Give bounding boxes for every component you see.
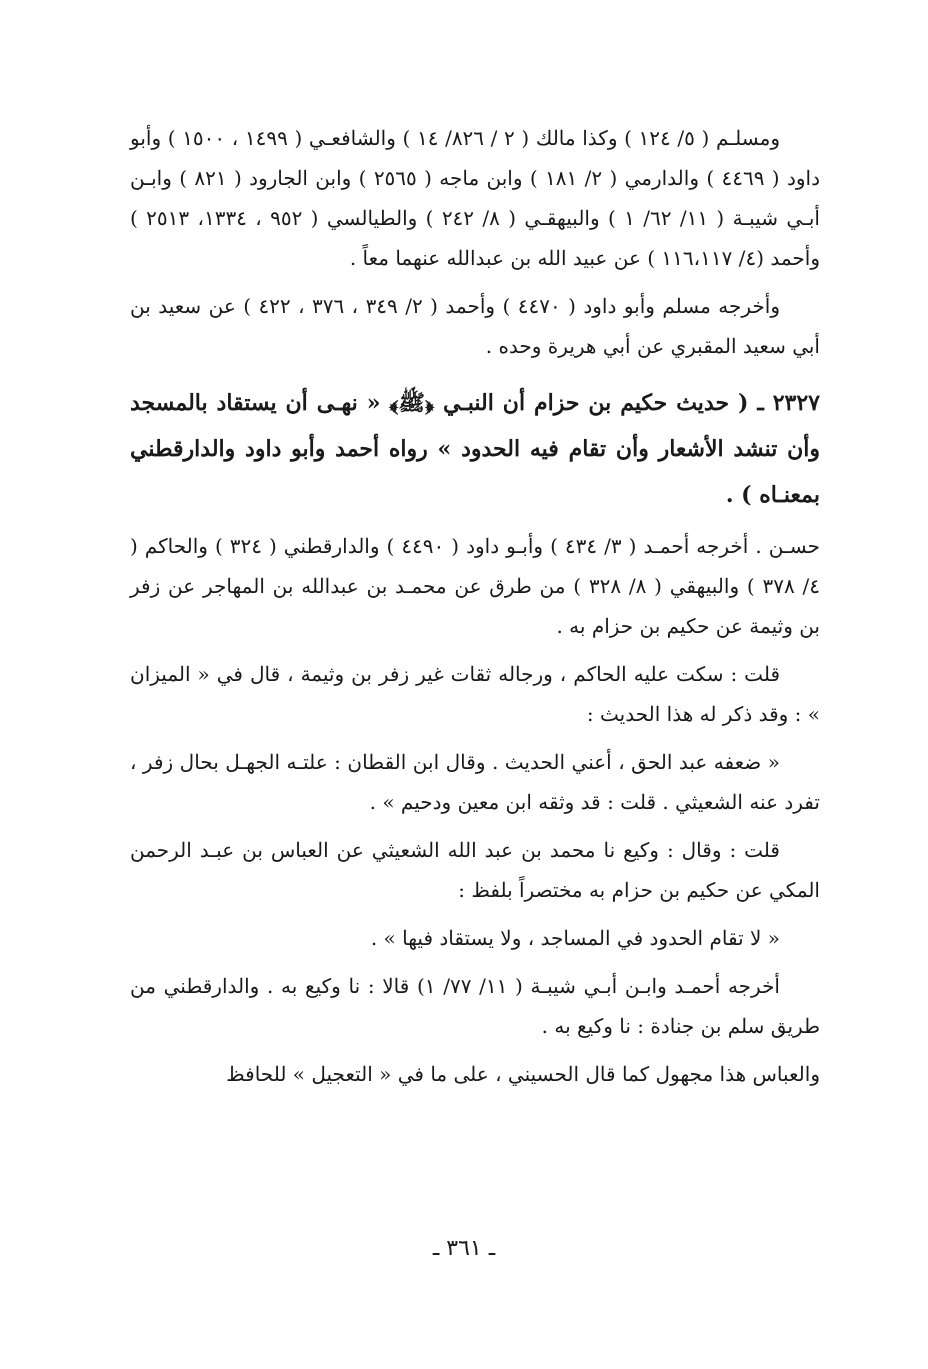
paragraph-3: حسـن . أخرجه أحمـد ( ٣/ ٤٣٤ ) وأبـو داود ( ٤٤٩٠ ) والدارقطني ( ٣٢٤ ) والحاكم ( ٤/ ٣٧٨ ) والبيهقي ( ٨/ ٣٢٨ ) من طرق عن محمـد بن عبدالله بن المهاجر عن زفر بن وثيمة عن حكيم بن حزام به . xyxy=(130,534,820,638)
paragraph-5: قلت : وقال : وكيع نا محمد بن عبد الله الشعيثي عن العباس بن عبـد الرحمن المكي عن حكيم بن حزام به مختصراً بلفظ : xyxy=(130,838,820,902)
paragraph-6: أخرجه أحمـد وابـن أبـي شيبـة ( ١١/ ٧٧/ ١) قالا : نا وكيع به . والدارقطني من طريق سلم بن جنادة : نا وكيع به . xyxy=(130,974,820,1038)
mizan-quote: « ضعفه عبد الحق ، أعني الحديث . وقال ابن القطان : علتـه الجهـل بحال زفر ، تفرد عنه الشعيثي . قلت : قد وثقه ابن معين ودحيم » . xyxy=(130,750,820,814)
page-body xyxy=(130,118,820,1094)
page-number: ـ ٣٦١ ـ xyxy=(432,1236,496,1261)
hadith-text-quote: « لا تقام الحدود في المساجد ، ولا يستقاد فيها » . xyxy=(370,926,780,950)
paragraph-4: قلت : سكت عليه الحاكم ، ورجاله ثقات غير زفر بن وثيمة ، قال في « الميزان » : وقد ذكر له هذا الحديث : xyxy=(130,662,820,726)
paragraph-7: والعباس هذا مجهول كما قال الحسيني ، على ما في « التعجيل » للحافظ xyxy=(226,1062,820,1086)
paragraph-1: ومسلـم ( ٥/ ١٢٤ ) وكذا مالك ( ٢ / ٨٢٦/ ١٤ ) والشافعـي ( ١٤٩٩ ، ١٥٠٠ ) وأبو داود ( ٤٤٦٩ ) والدارمي ( ٢/ ١٨١ ) وابن ماجه ( ٢٥٦٥ ) وابن الجارود ( ٨٢١ ) وابـن أبـي شيبـة ( ١١/ ٦٢/ ١ ) والبيهقـي ( ٨/ ٢٤٢ ) والطيالسي ( ٩٥٢ ، ١٣٣٤، ٢٥١٣ ) وأحمد (٤/ ١١٦،١١٧ ) عن عبيد الله بن عبدالله عنهما معاً . xyxy=(130,126,820,270)
paragraph-2: وأخرجه مسلم وأبو داود ( ٤٤٧٠ ) وأحمد ( ٢/ ٣٤٩ ، ٣٧٦ ، ٤٢٢ ) عن سعيد بن أبي سعيد المقبري عن أبي هريرة وحده . xyxy=(130,294,820,358)
hadith-2327-heading: ٢٣٢٧ ـ ( حديث حكيم بن حزام أن النبـي ﴿ﷺ﴾ « نهـى أن يستقاد بالمسجد وأن تنشد الأشعار وأن تقام فيه الحدود » رواه أحمد وأبو داود والدارقطني بمعنـاه ) . xyxy=(130,390,820,508)
